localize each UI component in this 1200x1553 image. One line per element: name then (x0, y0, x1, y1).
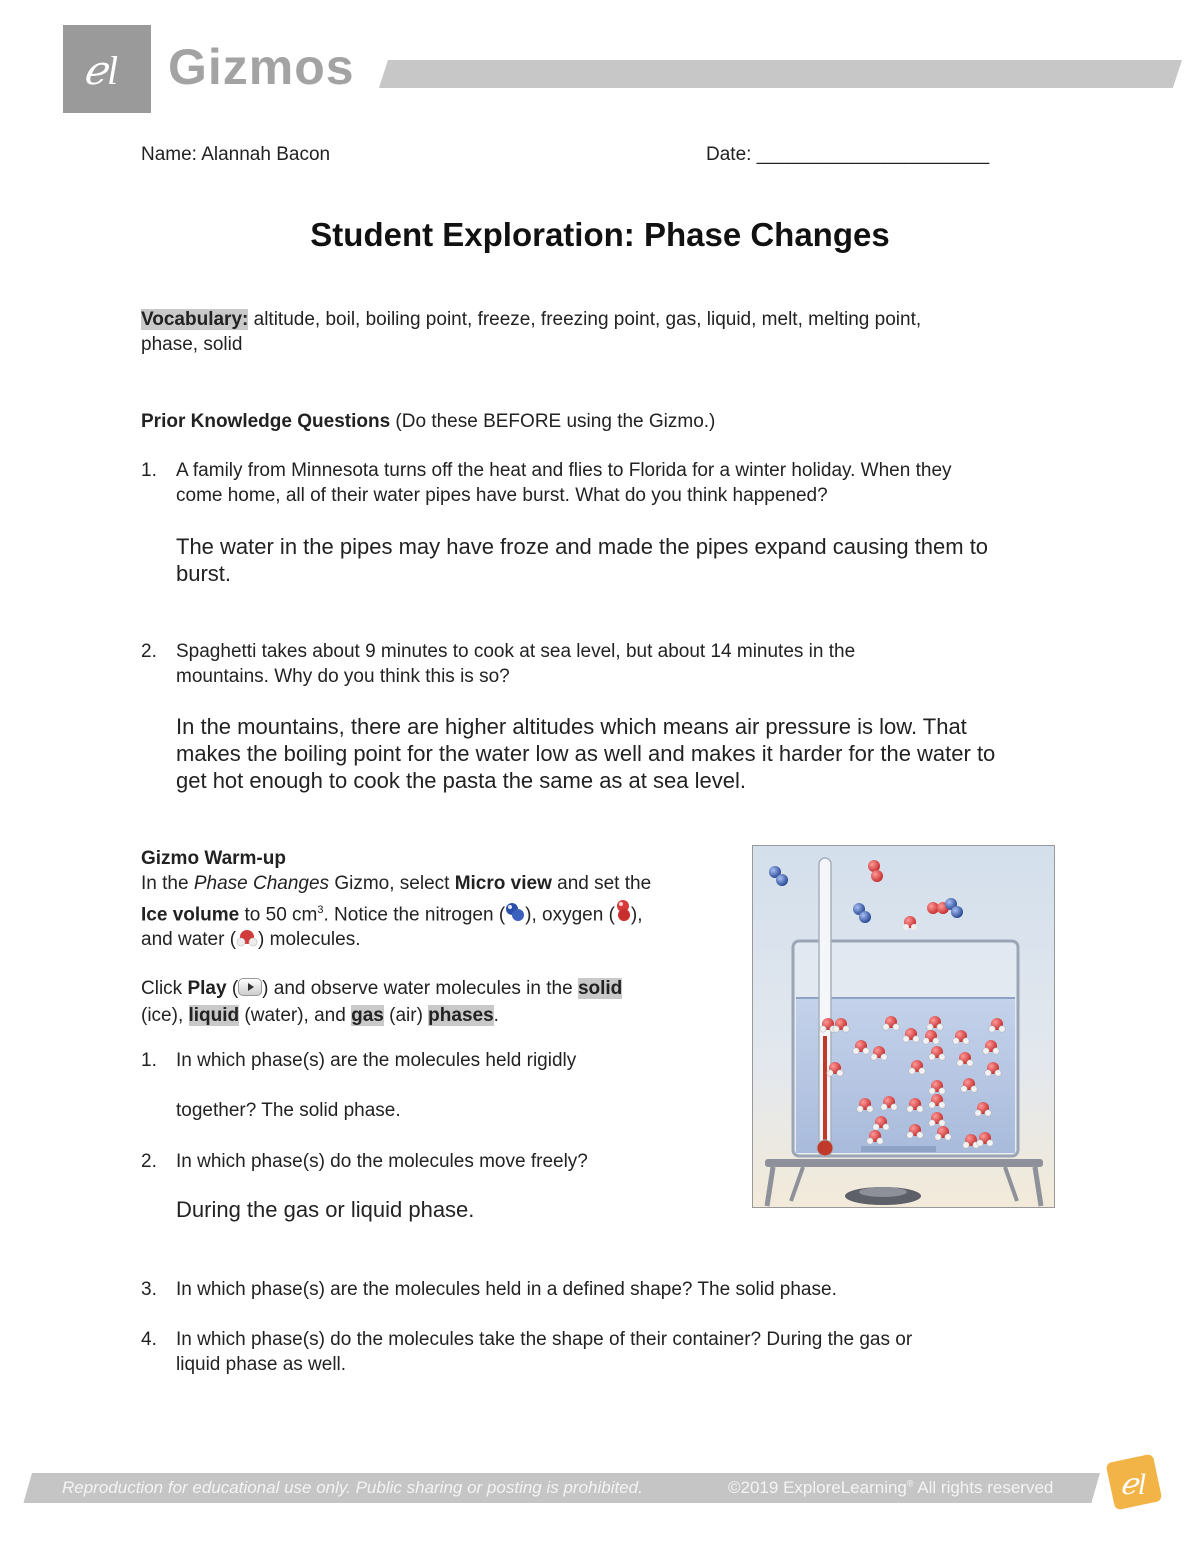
text: Gizmo, select (329, 873, 455, 894)
nitrogen-molecule-icon (505, 901, 525, 923)
text: ), oxygen ( (525, 904, 615, 926)
gizmos-wordmark: Gizmos (168, 39, 355, 95)
question-text: In which phase(s) are the molecules held in a defined shape? The solid phase. (176, 1279, 837, 1300)
answer-line: get hot enough to cook the pasta the same as at sea level. (176, 768, 746, 793)
text: ) and observe water molecules in the (262, 978, 578, 1000)
question-text: In which phase(s) do the molecules move freely? (176, 1151, 588, 1172)
page-title: Student Exploration: Phase Changes (310, 216, 890, 253)
warmup-intro (141, 846, 731, 1028)
vocabulary-list-1: altitude, boil, boiling point, freeze, freezing point, gas, liquid, melt, melting point, (248, 309, 922, 330)
name-label: Name: (141, 144, 197, 165)
answer (176, 533, 1076, 587)
question-number: 1. (141, 460, 157, 481)
question-text: In which phase(s) do the molecules take the shape of their container? During the gas or (176, 1329, 913, 1350)
play-term: Play (187, 978, 227, 1000)
copyright-text: ©2019 ExploreLearning (728, 1478, 907, 1497)
rights-text: All rights reserved (913, 1478, 1054, 1497)
question-text: A family from Minnesota turns off the heat and flies to Florida for a winter holiday. When they (176, 460, 952, 481)
explorelearning-logo-icon (1104, 1452, 1164, 1512)
footer-copyright (728, 1478, 1053, 1498)
svg-text:l: l (107, 48, 119, 93)
text: and water ( (141, 929, 237, 951)
answer-line: The water in the pipes may have froze and made the pipes expand causing them to (176, 534, 989, 559)
name-line (141, 142, 330, 167)
beaker-illustration (753, 846, 1055, 1208)
water-molecule-icon (236, 928, 258, 948)
prior-heading: Prior Knowledge Questions (141, 411, 391, 432)
footer-disclaimer: Reproduction for educational use only. Public sharing or posting is prohibited. (62, 1478, 643, 1497)
text: (water), and (239, 1005, 352, 1027)
svg-text:ℯ: ℯ (83, 48, 107, 93)
text: to 50 cm (239, 904, 318, 926)
question-number: 4. (141, 1329, 157, 1350)
answer-line: burst. (176, 561, 232, 586)
answer (176, 713, 1076, 794)
question-number: 2. (141, 1151, 157, 1172)
text: ( (226, 978, 239, 1000)
text: . Notice the nitrogen ( (323, 904, 506, 926)
warmup-heading: Gizmo Warm-up (141, 848, 286, 869)
header-bar (379, 60, 1182, 88)
play-button-icon (238, 978, 262, 996)
gizmo-name: Phase Changes (193, 873, 330, 894)
date-line (706, 142, 989, 167)
prior-knowledge-heading (141, 409, 715, 434)
solid-term: solid (577, 978, 623, 1000)
question-number: 1. (141, 1050, 157, 1071)
date-label: Date: (706, 144, 752, 165)
text: (air) (383, 1005, 429, 1027)
answer-line: makes the boiling point for the water low as well and makes it harder for the water to (176, 741, 996, 766)
ice-volume-term: Ice volume (141, 904, 240, 926)
prior-note: (Do these BEFORE using the Gizmo.) (390, 411, 716, 432)
question-number: 2. (141, 641, 157, 662)
vocabulary (141, 307, 1061, 357)
answer-line: In the mountains, there are higher altitudes which means air pressure is low. That (176, 714, 967, 739)
question-text: liquid phase as well. (176, 1354, 347, 1375)
question-text: Spaghetti takes about 9 minutes to cook at sea level, but about 14 minutes in the (176, 641, 856, 662)
text: Click (141, 978, 188, 1000)
phase-changes-figure (752, 845, 1055, 1208)
text: and set the (551, 873, 652, 894)
el-logo-icon (77, 44, 137, 94)
oxygen-molecule-icon (615, 899, 631, 923)
question-answer: together? The solid phase. (176, 1100, 401, 1121)
svg-text:ℯl: ℯl (1120, 1468, 1147, 1501)
text: ) molecules. (258, 929, 361, 951)
vocabulary-label: Vocabulary: (141, 309, 249, 330)
liquid-term: liquid (188, 1005, 240, 1027)
text: In the (141, 873, 194, 894)
question-text: come home, all of their water pipes have burst. What do you think happened? (176, 485, 828, 506)
text: (ice), (141, 1005, 189, 1027)
phases-term: phases (428, 1005, 494, 1027)
text: ), (630, 904, 643, 926)
question-number: 3. (141, 1279, 157, 1300)
gas-term: gas (351, 1005, 384, 1027)
question-text: In which phase(s) are the molecules held rigidly (176, 1050, 577, 1071)
gizmos-logo-mark (63, 25, 151, 113)
question-answer: During the gas or liquid phase. (176, 1197, 475, 1222)
superscript: 3 (317, 904, 324, 916)
date-blank: ______________________ (756, 144, 990, 165)
micro-view-term: Micro view (454, 873, 552, 894)
text: . (493, 1005, 499, 1027)
registered-mark: ® (906, 1478, 914, 1489)
name-value: Alannah Bacon (201, 144, 331, 165)
question-text: mountains. Why do you think this is so? (176, 666, 510, 687)
vocabulary-list-2: phase, solid (141, 334, 243, 355)
